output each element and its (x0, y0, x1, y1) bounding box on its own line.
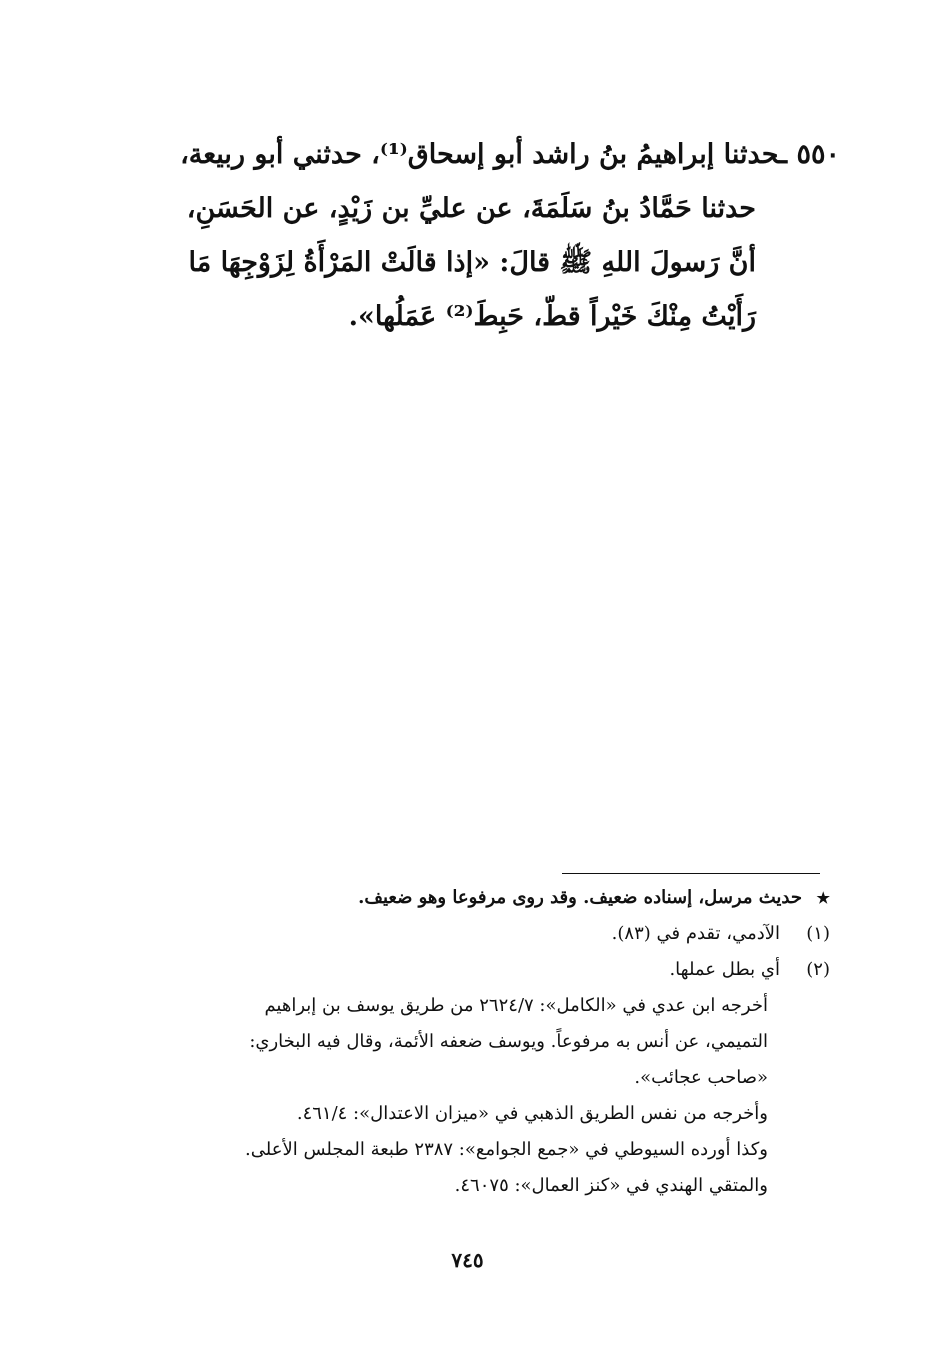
hadith-text (120, 128, 840, 344)
grading-note (125, 880, 830, 916)
footnote-1-text: الآدمي، تقدم في (٨٣). (611, 923, 780, 944)
hadith-line-1: ٥٥٠ ـحدثنا إبراهيمُ بنُ راشد أبو إسحاق⁽¹⁾، حدثني أبو ربيعة، (180, 139, 840, 170)
takhrij-line-4: وأخرجه من نفس الطريق الذهبي في «ميزان الاعتدال»: ٤٦١/٤. (296, 1103, 768, 1124)
hadith-line-3: أنَّ رَسولَ اللهِ ﷺ قالَ: «إذا قالَتْ المَرْأَةُ لِزَوْجِهَا مَا (188, 247, 756, 278)
takhrij-line-3: «صاحب عجائب». (634, 1067, 768, 1088)
takhrij-line-6: والمتقي الهندي في «كنز العمال»: ٤٦٠٧٥. (454, 1175, 768, 1196)
footnote-2 (125, 952, 830, 988)
star-icon: ★ (816, 889, 830, 907)
footnote-1-marker: (١) (806, 923, 830, 944)
page-number: ٧٤٥ (451, 1248, 484, 1272)
footnote-1 (125, 916, 830, 952)
takhrij-line-2: التميمي، عن أنس به مرفوعاً. ويوسف ضعفه الأئمة، وقال فيه البخاري: (249, 1031, 768, 1052)
hadith-line-4: رَأَيْتُ مِنْكَ خَيْراً قطّ، حَبِطَ⁽²⁾ عَمَلُها». (348, 301, 756, 332)
takhrij-line-1: أخرجه ابن عدي في «الكامل»: ٢٦٢٤/٧ من طريق يوسف بن إبراهيم (264, 995, 768, 1016)
footnote-2-marker: (٢) (806, 959, 830, 980)
takhrij-line-5: وكذا أورده السيوطي في «جمع الجوامع»: ٢٣٨٧ طبعة المجلس الأعلى. (245, 1139, 768, 1160)
footnote-divider (562, 873, 820, 874)
grading-text: حديث مرسل، إسناده ضعيف. وقد روى مرفوعا وهو ضعيف. (358, 887, 802, 908)
footnote-2-text: أي بطل عملها. (669, 959, 780, 980)
hadith-line-2: حدثنا حَمَّادُ بنُ سَلَمَةَ، عن عليِّ بن زَيْدٍ، عن الحَسَنِ، (186, 193, 756, 224)
footnotes-section (125, 880, 830, 1204)
